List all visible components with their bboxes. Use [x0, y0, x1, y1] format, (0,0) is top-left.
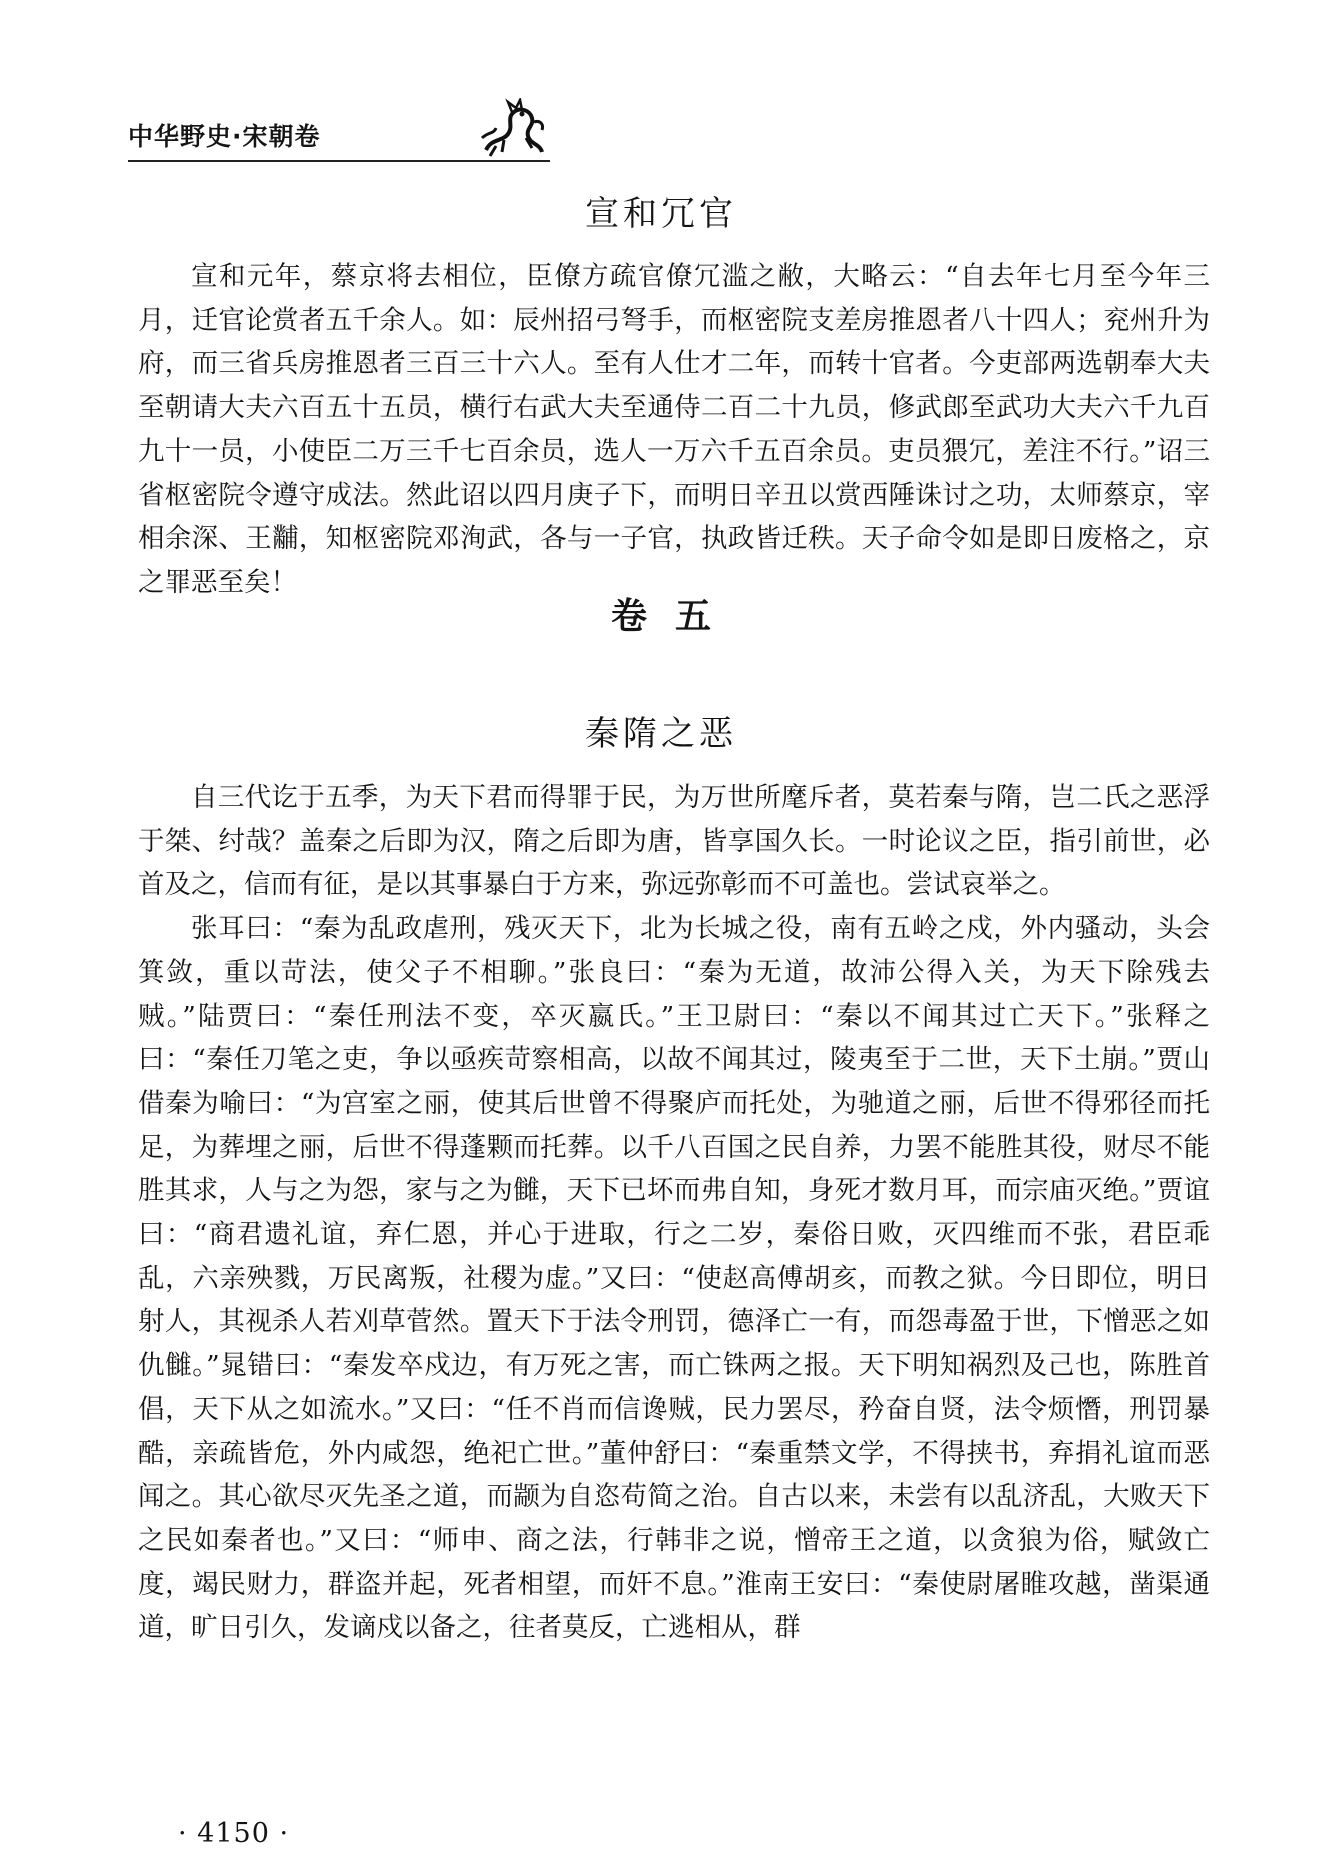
paragraph: 张耳曰：“秦为乱政虐刑，残灭天下，北为长城之役，南有五岭之戍，外内骚动，头会箕敛，重以苛法，使父子不相聊。”张良曰：“秦为无道，故沛公得入关，为天下除残去贼。”陆贾曰：“秦任刑法不变，卒灭嬴氏。”王卫尉曰：“秦以不闻其过亡天下。”张释之曰：“秦任刀笔之吏，争以亟疾苛察相高，以故不闻其过，陵夷至于二世，天下土崩。”贾山借秦为喻曰：“为宫室之丽，使其后世曾不得聚庐而托处，为驰道之丽，后世不得邪径而托足，为葬埋之丽，后世不得蓬颗而托葬。以千八百国之民自养，力罢不能胜其役，财尽不能胜其求，人与之为怨，家与之为雠，天下已坏而弗自知，身死才数月耳，而宗庙灭绝。”贾谊曰：“商君遗礼谊，弃仁恩，并心于进取，行之二岁，秦俗日败，灭四维而不张，君臣乖乱，六亲殃戮，万民离叛，社稷为虚。”又曰：“使赵高傅胡亥，而教之狱。今日即位，明日射人，其视杀人若刈草菅然。置天下于法令刑罚，德泽亡一有，而怨毒盈于世，下憎恶之如仇雠。”晁错曰：“秦发卒戍边，有万死之害，而亡铢两之报。天下明知祸烈及己也，陈胜首倡，天下从之如流水。”又曰：“任不肖而信谗贼，民力罢尽，矜奋自贤，法令烦憯，刑罚暴酷，亲疏皆危，外内咸怨，绝祀亡世。”董仲舒曰：“秦重禁文学，不得挟书，弃捐礼谊而恶闻之。其心欲尽灭先圣之道，而颛为自恣苟简之治。自古以来，未尝有以乱济乱，大败天下之民如秦者也。”又曰：“师申、商之法，行韩非之说，憎帝王之道，以贪狼为俗，赋敛亡度，竭民财力，群盗并起，死者相望，而奸不息。”淮南王安曰：“秦使尉屠睢攻越，凿渠通道，旷日引久，发谪戍以备之，往者莫反，亡逃相从，群 [138, 913, 1210, 1644]
running-head-title: 中华野史·宋朝卷 [128, 122, 321, 151]
paragraph: 宣和元年，蔡京将去相位，臣僚方疏官僚冗滥之敝，大略云：“自去年七月至今年三月，迁官论赏者五千余人。如：辰州招弓弩手，而枢密院支差房推恩者八十四人；兖州升为府，而三省兵房推恩者三百三十六人。至有人仕才二年，而转十官者。今吏部两选朝奉大夫至朝请大夫六百五十五员，横行右武大夫至通侍二百二十九员，修武郎至武功大夫六千九百九十一员，小使臣二万三千七百余员，选人一万六千五百余员。吏员猥冗，差注不行。”诏三省枢密院令遵守成法。然此诏以四月庚子下，而明日辛丑以赏西陲诛讨之功，太师蔡京，宰相余深、王黼，知枢密院邓洵武，各与一子官，执政皆迁秩。天子命令如是即日废格之，京之罪恶至矣！ [138, 261, 1210, 598]
section-body [138, 776, 1210, 1650]
paragraph: 自三代讫于五季，为天下君而得罪于民，为万世所麾斥者，莫若秦与隋，岂二氏之恶浮于桀、纣哉？盖秦之后即为汉，隋之后即为唐，皆享国久长。一时论议之臣，指引前世，必首及之，信而有征，是以其事暴白于方来，弥远弥彰而不可盖也。尝试哀举之。 [138, 782, 1210, 901]
dragon-ornament-icon [478, 98, 548, 160]
section-title: 宣和冗官 [585, 194, 737, 234]
volume-title: 卷五 [610, 596, 739, 637]
page-number: · 4150 · [178, 1818, 290, 1849]
section-title: 秦隋之恶 [585, 714, 737, 754]
header-rule [128, 160, 550, 162]
section-body [138, 255, 1210, 605]
